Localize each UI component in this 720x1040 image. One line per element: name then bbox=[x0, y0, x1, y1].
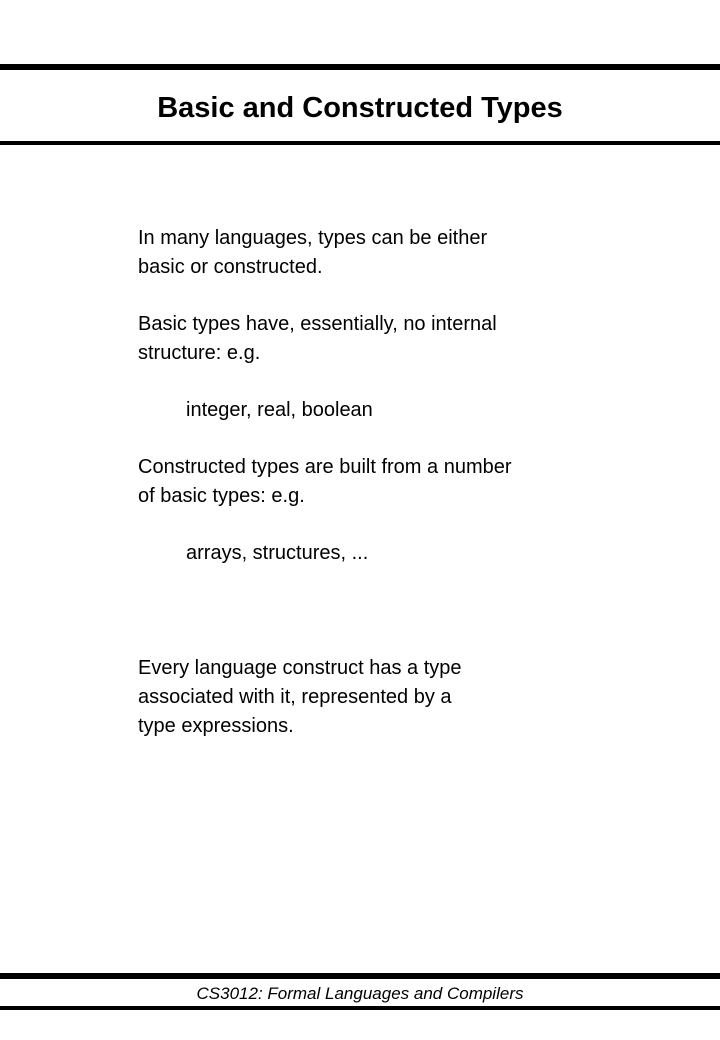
top-thick-rule bbox=[0, 64, 720, 70]
text-line: In many languages, types can be either bbox=[138, 227, 488, 249]
slide-title: Basic and Constructed Types bbox=[157, 92, 563, 124]
example-constructed-types bbox=[138, 539, 638, 568]
paragraph-type-expressions bbox=[138, 654, 638, 741]
text-line: Constructed types are built from a number bbox=[138, 456, 512, 478]
bottom-thick-rule bbox=[0, 973, 720, 979]
text-line: integer, real, boolean bbox=[186, 399, 373, 421]
text-line: Every language construct has a type bbox=[138, 657, 462, 679]
text-line: arrays, structures, ... bbox=[186, 542, 369, 564]
text-line: basic or constructed. bbox=[138, 256, 323, 278]
text-line: Basic types have, essentially, no internal bbox=[138, 313, 497, 335]
bottom-thin-rule bbox=[0, 1006, 720, 1010]
text-line: of basic types: e.g. bbox=[138, 485, 305, 507]
text-line: type expressions. bbox=[138, 715, 294, 737]
top-thin-rule bbox=[0, 141, 720, 145]
text-line: associated with it, represented by a bbox=[138, 686, 452, 708]
slide-body bbox=[138, 224, 638, 741]
paragraph-constructed-types bbox=[138, 453, 638, 511]
example-basic-types bbox=[138, 396, 638, 425]
paragraph-basic-types bbox=[138, 310, 638, 368]
text-line: structure: e.g. bbox=[138, 342, 261, 364]
paragraph-intro bbox=[138, 224, 638, 282]
footer-course-title: CS3012: Formal Languages and Compilers bbox=[196, 984, 524, 1003]
